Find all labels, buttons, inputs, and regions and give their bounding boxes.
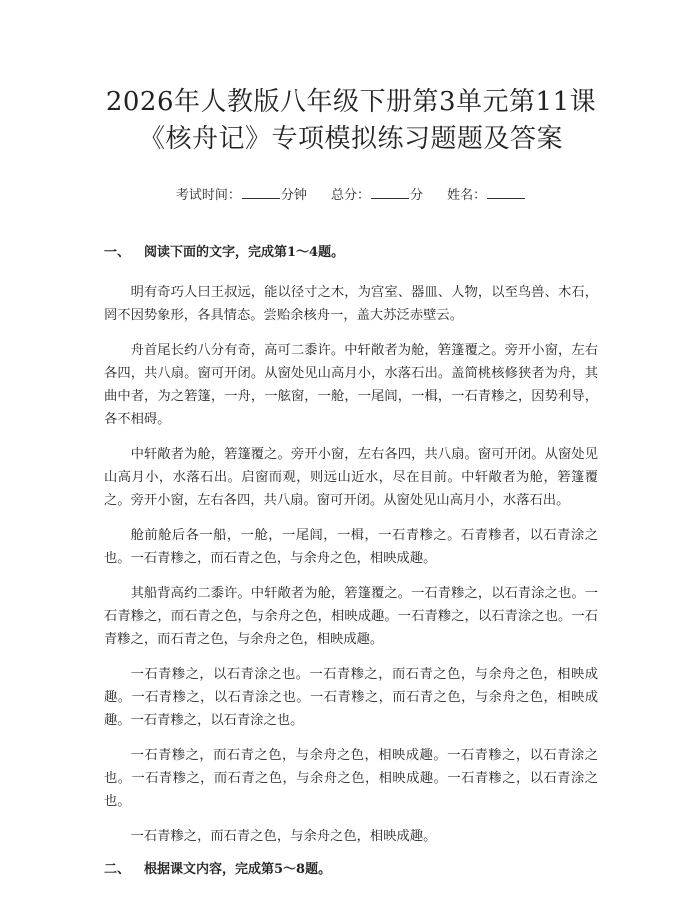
exam-info xyxy=(104,186,598,205)
total-score xyxy=(331,186,423,205)
exam-time-unit: 分钟 xyxy=(280,188,307,203)
title-line-2: 《核舟记》专项模拟练习题题及答案 xyxy=(138,124,563,154)
exam-time-blank xyxy=(242,186,280,199)
total-score-blank xyxy=(371,186,409,199)
passage-paragraph: 明有奇巧人曰王叔远，能以径寸之木，为宫室、器皿、人物，以至鸟兽、木石，罔不因势象形，各具情态。尝贻余核舟一，盖大苏泛赤壁云。 xyxy=(104,285,598,323)
total-score-label: 总分： xyxy=(330,188,370,203)
section-text: 阅读下面的文字，完成第1～4题。 xyxy=(144,245,345,260)
section-number: 二、 xyxy=(104,862,131,877)
title-line-1: 2026年人教版八年级下册第3单元第11课 xyxy=(105,87,597,117)
exam-time-label: 考试时间： xyxy=(175,188,241,203)
section-number: 一、 xyxy=(104,245,131,260)
passage-paragraph: 舟首尾长约八分有奇，高可二黍许。中轩敞者为舱，箬篷覆之。旁开小窗，左右各四，共八扇。窗可开闭。从窗处见山高月小，水落石出。盖简桃核修狭者为舟，其曲中者，为之箬篷，一舟，一舷窗，一舱，一尾闾，一楫，一石青糁之，因势利导，各不相碍。 xyxy=(104,343,598,427)
section-text: 根据课文内容，完成第5～8题。 xyxy=(144,862,332,877)
passage-paragraph: 一石青糁之，而石青之色，与余舟之色，相映成趣。一石青糁之，以石青涂之也。一石青糁之，而石青之色，与余舟之色，相映成趣。一石青糁之，以石青涂之也。 xyxy=(104,748,598,809)
passage-paragraph: 一石青糁之，以石青涂之也。一石青糁之，而石青之色，与余舟之色，相映成趣。一石青糁之，以石青涂之也。一石青糁之，而石青之色，与余舟之色，相映成趣。一石青糁之，以石青涂之也。 xyxy=(104,667,598,728)
passage-paragraph: 舱前舱后各一船，一舱，一尾闾，一楫，一石青糁之。石青糁者，以石青涂之也。一石青糁之，而石青之色，与余舟之色，相映成趣。 xyxy=(104,528,598,566)
total-score-unit: 分 xyxy=(410,188,424,203)
student-name-label: 姓名： xyxy=(447,188,487,203)
section-heading-1 xyxy=(104,243,598,263)
section-heading-2 xyxy=(104,860,598,880)
document-title xyxy=(104,0,598,158)
passage-paragraph: 其船背高约二黍许。中轩敞者为舱，箬篷覆之。一石青糁之，以石青涂之也。一石青糁之，而石青之色，与余舟之色，相映成趣。一石青糁之，以石青涂之也。一石青糁之，而石青之色，与余舟之色，相映成趣。 xyxy=(104,586,598,647)
student-name xyxy=(447,186,526,205)
passage-paragraph: 一石青糁之，而石青之色，与余舟之色，相映成趣。 xyxy=(130,829,437,844)
student-name-blank xyxy=(487,186,525,199)
passage-paragraph: 中轩敞者为舱，箬篷覆之。旁开小窗，左右各四，共八扇。窗可开闭。从窗处见山高月小，水落石出。启窗而观，则远山近水，尽在目前。中轩敞者为舱，箬篷覆之。旁开小窗，左右各四，共八扇。窗可开闭。从窗处见山高月小，水落石出。 xyxy=(104,447,598,508)
exam-time xyxy=(176,186,307,205)
